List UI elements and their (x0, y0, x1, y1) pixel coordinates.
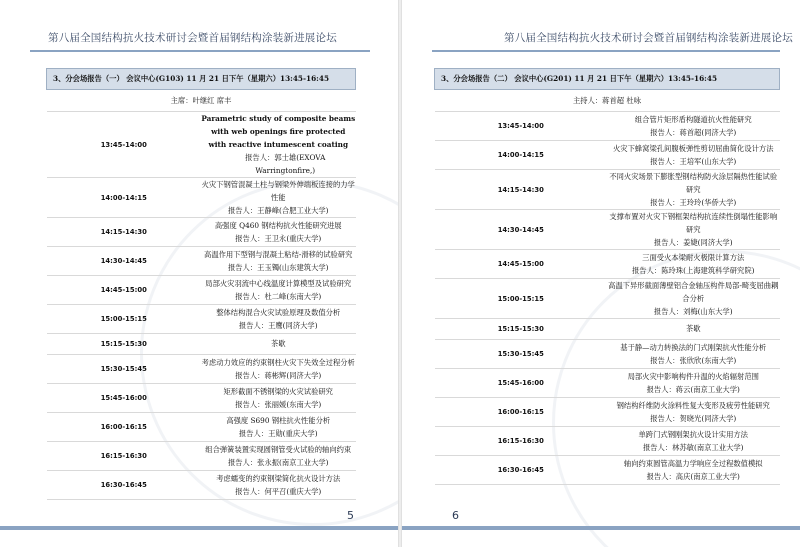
talk-title: 考虑蠕变的约束钢梁简化抗火设计方法 (216, 474, 341, 483)
talk-cell (201, 305, 356, 334)
time-slot: 13:45-14:00 (435, 112, 608, 141)
time-slot: 14:00-14:15 (435, 141, 608, 170)
talk-speaker: 报告人：王静峰(合肥工业大学) (227, 206, 329, 215)
talk-title: 考虑动力效应的约束钢柱火灾下失效全过程分析 (201, 358, 355, 367)
talk-speaker: 报告人：王卫永(重庆大学) (235, 234, 322, 243)
talk-title: 火灾下钢管混凝土柱与钢梁外伸端板连接的力学性能 (201, 180, 355, 202)
session-table (46, 68, 356, 500)
talk-speaker: 报告人：王培军(山东大学) (650, 157, 737, 166)
talk-cell (201, 112, 356, 178)
header-rule (432, 50, 780, 52)
talk-speaker: 报告人：王勋(重庆大学) (238, 429, 318, 438)
talk-cell (201, 355, 356, 384)
time-slot: 14:30-14:45 (435, 210, 608, 250)
talk-cell (607, 250, 780, 279)
talk-title: 不同火灾场景下膨胀型钢结构防火涂层隔热性能试验研究 (609, 172, 778, 194)
table-row (435, 170, 780, 210)
time-slot: 14:15-14:30 (47, 218, 202, 247)
table-row (47, 355, 356, 384)
time-slot: 15:45-16:00 (47, 384, 202, 413)
table-row (47, 178, 356, 218)
running-header: 第八届全国结构抗火技术研讨会暨首届钢结构涂装新进展论坛 (504, 32, 793, 44)
table-row (435, 210, 780, 250)
time-slot: 14:00-14:15 (47, 178, 202, 218)
talk-cell (607, 112, 780, 141)
talk-title: 三面受火本梁耐火极限计算方法 (642, 253, 745, 262)
talk-speaker: 报告人：陈玲珠(上海建筑科学研究院) (632, 266, 755, 275)
talk-speaker: 报告人：蒋首超(同济大学) (650, 128, 737, 137)
talk-speaker: 报告人：蒋云(南京工业大学) (646, 385, 740, 394)
talk-speaker: 报告人：林苏敏(南京工业大学) (642, 443, 744, 452)
left-page (0, 0, 398, 547)
running-header: 第八届全国结构抗火技术研讨会暨首届钢结构涂装新进展论坛 (48, 32, 337, 44)
talk-title: 高强度 Q460 钢结构抗火性能研究进展 (214, 221, 342, 230)
page-number: 6 (452, 509, 459, 522)
talk-cell (201, 413, 356, 442)
time-slot: 15:30-15:45 (47, 355, 202, 384)
talk-title: 高强度 S690 钢柱抗火性能分析 (226, 416, 331, 425)
table-row-break (47, 334, 356, 355)
talk-title: 单跨门式钢刚架抗火设计实用方法 (638, 430, 748, 439)
time-slot: 14:45-15:00 (435, 250, 608, 279)
time-slot: 14:15-14:30 (435, 170, 608, 210)
talk-speaker: 报告人：张欣欣(东南大学) (650, 356, 737, 365)
session-chairs: 主席：叶继红 席丰 (47, 90, 356, 112)
talk-cell (607, 427, 780, 456)
talk-speaker: 报告人：高庆(南京工业大学) (646, 472, 740, 481)
talk-cell (201, 384, 356, 413)
time-slot: 13:45-14:00 (47, 112, 202, 178)
talk-title: Parametric study of composite beams with web openings fire protected with reactive intumescent coating (201, 114, 356, 149)
session-title: 3、分会场报告（二） 会议中心(G201) 11 月 21 日下午（星期六）13:45-16:45 (435, 69, 780, 90)
talk-cell (201, 178, 356, 218)
talk-title: 火灾下蜂窝梁孔间腹板弹性剪切屈曲简化设计方法 (612, 144, 774, 153)
talk-speaker: 报告人：郭士雄(EXOVA Warringtonfire,) (245, 153, 326, 175)
time-slot: 15:15-15:30 (435, 319, 608, 340)
time-slot: 16:00-16:15 (47, 413, 202, 442)
talk-speaker: 报告人：张永振(南京工业大学) (227, 458, 329, 467)
table-row (47, 384, 356, 413)
table-row (47, 471, 356, 500)
table-row (435, 112, 780, 141)
talk-cell (607, 141, 780, 170)
talk-speaker: 报告人：张丽媛(东南大学) (235, 400, 322, 409)
table-row (435, 250, 780, 279)
talk-cell (201, 218, 356, 247)
talk-speaker: 报告人：王玲玲(华侨大学) (650, 198, 737, 207)
talk-title: 支撑布置对火灾下钢框架结构抗连续性倒塌性能影响研究 (609, 212, 778, 234)
table-row (47, 112, 356, 178)
talk-speaker: 报告人：王鹰(同济大学) (238, 321, 318, 330)
table-row (435, 456, 780, 485)
table-row (435, 279, 780, 319)
talk-title: 基于静—动力转换法的门式刚架抗火性能分析 (620, 343, 767, 352)
time-slot: 16:00-16:15 (435, 398, 608, 427)
table-row (435, 398, 780, 427)
table-row (435, 427, 780, 456)
talk-speaker: 报告人：何平召(重庆大学) (235, 487, 322, 496)
talk-cell (607, 456, 780, 485)
talk-cell (201, 276, 356, 305)
footer-rule (402, 526, 800, 530)
talk-speaker: 报告人：贺晓光(同济大学) (650, 414, 737, 423)
talk-title: 局部火灾中影响构件升温的火焰辐射范围 (627, 372, 759, 381)
talk-speaker: 报告人：蒋彬辉(同济大学) (235, 371, 322, 380)
page-number: 5 (347, 509, 354, 522)
footer-rule (0, 526, 398, 530)
talk-cell (607, 279, 780, 319)
talk-speaker: 报告人：姜婕(同济大学) (653, 238, 733, 247)
talk-cell (201, 442, 356, 471)
time-slot: 15:15-15:30 (47, 334, 202, 355)
talk-title: 高温作用下型钢与混凝土粘结-滑移的试验研究 (204, 250, 353, 259)
table-row (47, 276, 356, 305)
talk-cell (607, 170, 780, 210)
table-row (435, 141, 780, 170)
time-slot: 15:00-15:15 (47, 305, 202, 334)
talk-title: 轴向约束圆管高温力学响应全过程数值模拟 (623, 459, 763, 468)
tea-break: 茶歇 (201, 334, 356, 355)
time-slot: 16:30-16:45 (47, 471, 202, 500)
table-row (435, 340, 780, 369)
talk-title: 整体结构混合火灾试验原理及数值分析 (216, 308, 341, 317)
table-row-break (435, 319, 780, 340)
header-rule (30, 50, 370, 52)
time-slot: 15:00-15:15 (435, 279, 608, 319)
talk-title: 高温下异形截面薄壁铝合金轴压构件局部-畸变屈曲耦合分析 (608, 281, 779, 303)
talk-title: 钢结构纤维防火涂料性复大变形及疲劳性能研究 (616, 401, 770, 410)
talk-title: 局部火灾羽流中心线温度计算模型及试验研究 (205, 279, 352, 288)
time-slot: 16:30-16:45 (435, 456, 608, 485)
table-row (47, 413, 356, 442)
table-row (47, 442, 356, 471)
time-slot: 16:15-16:30 (47, 442, 202, 471)
table-row (47, 218, 356, 247)
table-row (47, 305, 356, 334)
talk-title: 组合管片矩形盾构隧道抗火性能研究 (634, 115, 752, 124)
right-page (402, 0, 800, 547)
table-row (435, 369, 780, 398)
session-table (434, 68, 780, 485)
time-slot: 16:15-16:30 (435, 427, 608, 456)
talk-speaker: 报告人：杜二峰(东南大学) (235, 292, 322, 301)
talk-cell (607, 340, 780, 369)
tea-break: 茶歇 (607, 319, 780, 340)
talk-title: 组合弹簧装置实现圆钢管受火试验的轴向约束 (205, 445, 352, 454)
session-chairs: 主持人：蒋首超 杜咏 (435, 90, 780, 112)
talk-speaker: 报告人：王玉镯(山东建筑大学) (227, 263, 329, 272)
session-title: 3、分会场报告（一） 会议中心(G103) 11 月 21 日下午（星期六）13:45-16:45 (47, 69, 356, 90)
time-slot: 15:45-16:00 (435, 369, 608, 398)
time-slot: 15:30-15:45 (435, 340, 608, 369)
talk-speaker: 报告人：刘梅(山东大学) (653, 307, 733, 316)
talk-cell (201, 247, 356, 276)
talk-cell (607, 398, 780, 427)
talk-cell (607, 210, 780, 250)
talk-cell (201, 471, 356, 500)
talk-cell (607, 369, 780, 398)
time-slot: 14:30-14:45 (47, 247, 202, 276)
table-row (47, 247, 356, 276)
time-slot: 14:45-15:00 (47, 276, 202, 305)
talk-title: 矩形截面不锈钢梁的火灾试验研究 (223, 387, 333, 396)
